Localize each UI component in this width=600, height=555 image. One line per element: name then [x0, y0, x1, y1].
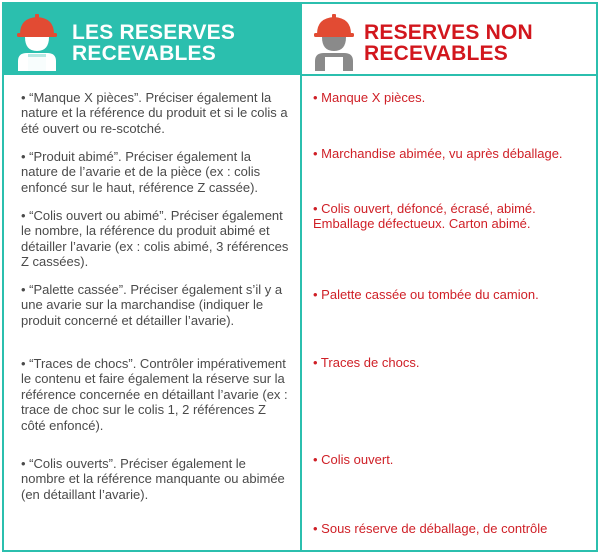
list-item: • “Traces de chocs”. Contrôler impérativement le contenu et faire également la réserve sur la référence concernée en détaillant l’avarie (ex : trace de choc sur le colis 1, 2 références Z côté enfoncé).	[21, 356, 288, 433]
header-title-line1: RESERVES NON	[364, 21, 533, 44]
header-title-line2: RECEVABLES	[364, 42, 508, 65]
list-item: • Marchandise abimée, vu après déballage.	[313, 146, 563, 161]
list-item: • Traces de chocs.	[313, 355, 420, 370]
header-recevables	[4, 4, 300, 75]
reserves-table	[2, 2, 598, 552]
list-item: • “Colis ouvert ou abimé”. Préciser également le nombre, la référence du produit abimé et détailler l’avarie (ex : colis abimé, 3 références Z cassées).	[21, 208, 289, 270]
list-non-recevables	[302, 76, 596, 550]
list-item: • “Produit abimé”. Préciser également la nature de l’avarie et de la pièce (ex : colis enfoncé sur le haut, référence Z cassée).	[21, 149, 261, 195]
column-non-recevables	[302, 4, 596, 550]
list-recevables	[4, 76, 300, 550]
header-title	[72, 22, 235, 64]
list-item: • Manque X pièces.	[313, 90, 426, 105]
header-title	[364, 22, 533, 64]
list-item: • Palette cassée ou tombée du camion.	[313, 287, 539, 302]
list-item: • Colis ouvert.	[313, 452, 394, 467]
list-item: • Sous réserve de déballage, de contrôle	[313, 521, 548, 536]
header-non-recevables	[302, 4, 596, 76]
header-title-line2: RECEVABLES	[72, 42, 216, 65]
list-item: • “Manque X pièces”. Préciser également la nature et la référence du produit et si le colis a été ouvert ou re-scotché.	[21, 90, 288, 136]
list-item: • Colis ouvert, défoncé, écrasé, abimé. Emballage défectueux. Carton abimé.	[313, 201, 536, 232]
worker-hardhat-icon	[15, 13, 59, 71]
worker-hardhat-icon	[312, 13, 356, 71]
list-item: • “Palette cassée”. Préciser également s’il y a une avarie sur la marchandise (indiquer le produit concerné et détailler l’avarie).	[21, 282, 283, 328]
column-recevables	[4, 4, 300, 550]
header-title-line1: LES RESERVES	[72, 21, 236, 44]
list-item: • “Colis ouverts”. Préciser également le nombre et la référence manquante ou abimée (en détaillant l’avarie).	[21, 456, 285, 502]
